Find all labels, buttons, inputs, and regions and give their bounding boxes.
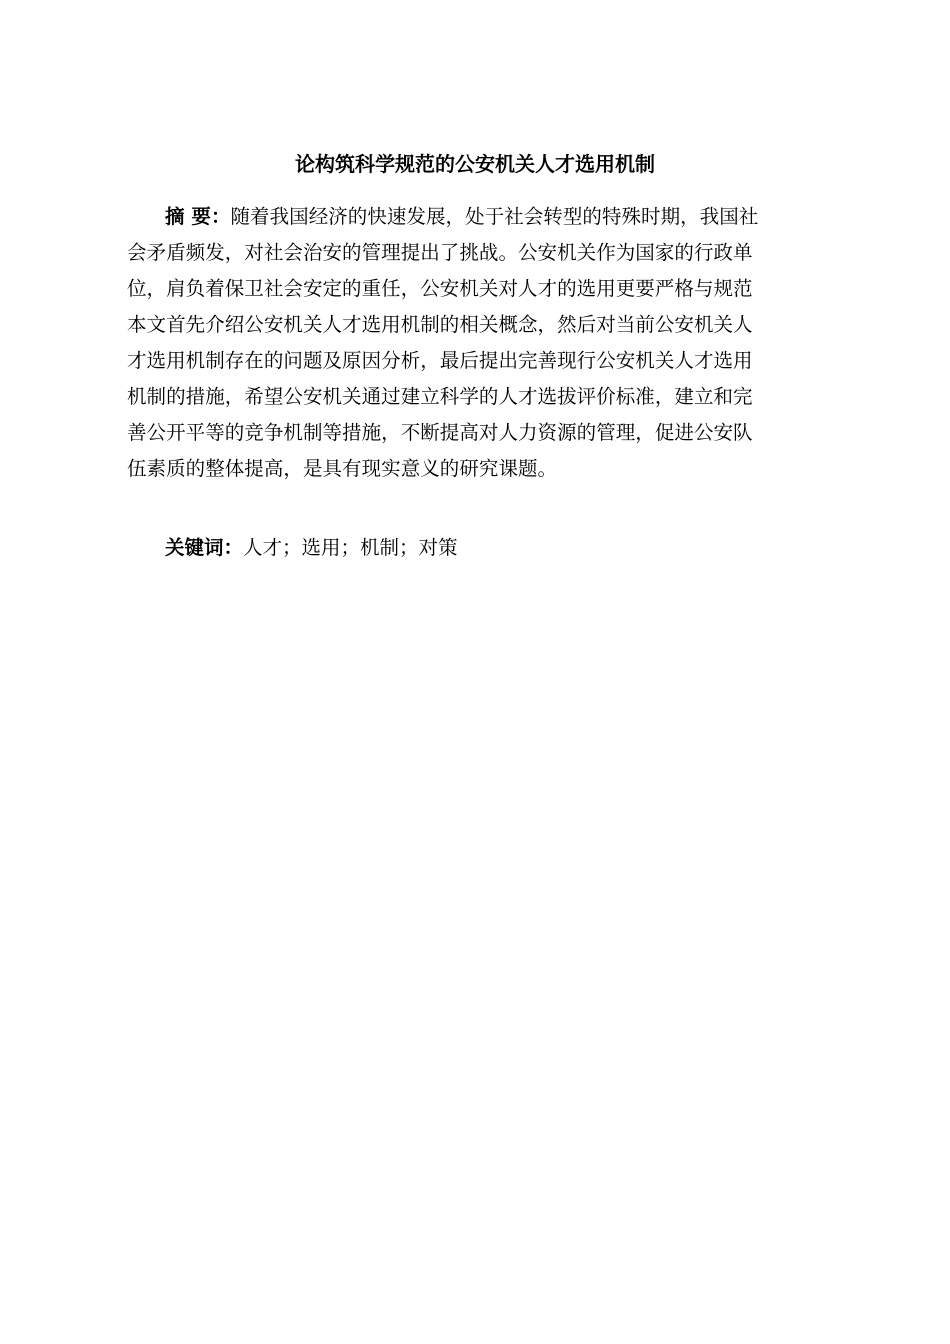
abstract-line: 本文首先介绍公安机关人才选用机制的相关概念，然后对当前公安机关人 xyxy=(127,313,753,336)
keywords-label: 关键词： xyxy=(165,536,244,559)
keywords-line xyxy=(165,530,458,566)
abstract-label: 摘 要： xyxy=(165,205,231,228)
abstract-line: 才选用机制存在的问题及原因分析，最后提出完善现行公安机关人才选用 xyxy=(127,349,753,372)
abstract-line: 伍素质的整体提高，是具有现实意义的研究课题。 xyxy=(127,457,558,480)
abstract-line: 位，肩负着保卫社会安定的重任，公安机关对人才的选用更要严格与规范 xyxy=(127,277,753,300)
abstract-line xyxy=(127,199,849,235)
abstract-section xyxy=(127,199,849,487)
abstract-line: 会矛盾频发，对社会治安的管理提出了挑战。公安机关作为国家的行政单 xyxy=(127,241,753,264)
keywords-text: 人才；选用；机制；对策 xyxy=(243,536,458,559)
abstract-line: 机制的措施，希望公安机关通过建立科学的人才选拔评价标准，建立和完 xyxy=(127,385,753,408)
document-title: 论构筑科学规范的公安机关人才选用机制 xyxy=(295,152,655,176)
abstract-line: 善公开平等的竞争机制等措施，不断提高对人力资源的管理，促进公安队 xyxy=(127,421,753,444)
abstract-text: 随着我国经济的快速发展，处于社会转型的特殊时期，我国社 xyxy=(230,205,759,228)
